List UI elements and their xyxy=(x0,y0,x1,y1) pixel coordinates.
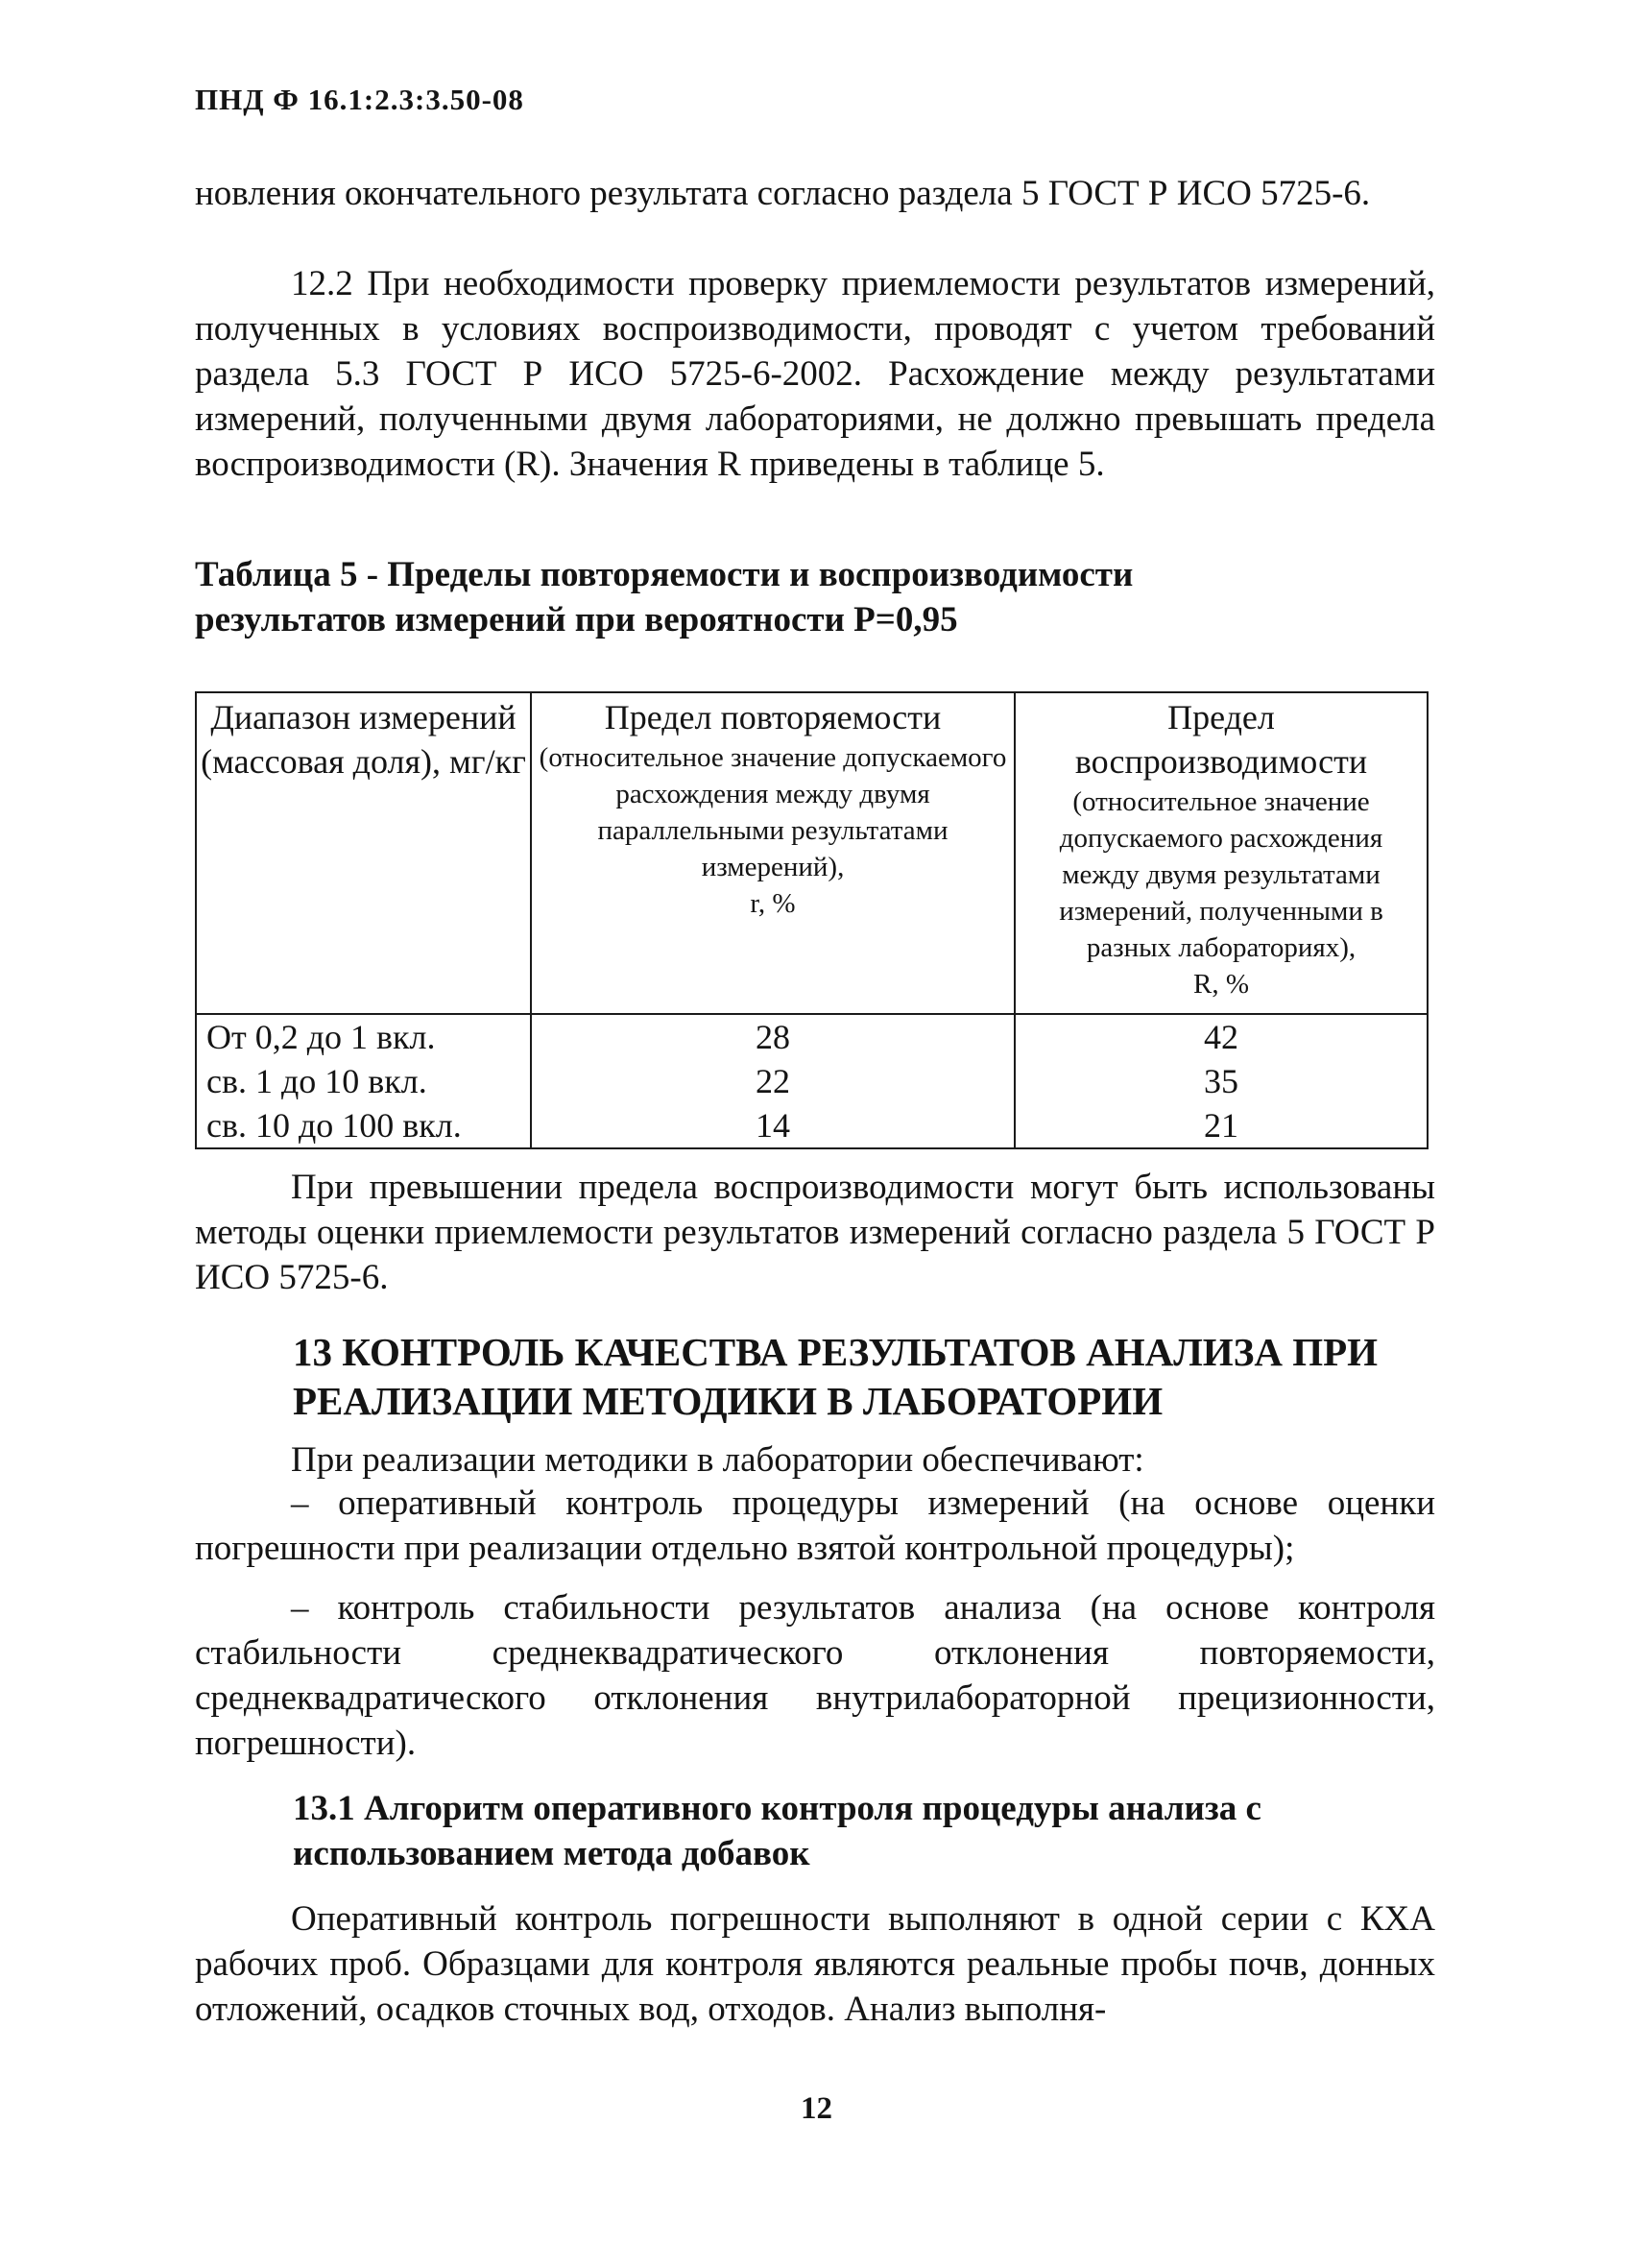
table-row xyxy=(196,1014,1428,1059)
cell-R: 21 xyxy=(1015,1103,1428,1148)
header-range-label: Диапазон измерений (массовая доля), мг/кг xyxy=(201,698,526,781)
header-repeatability-symbol: r, % xyxy=(750,888,796,919)
cell-R: 35 xyxy=(1015,1059,1428,1103)
list-item-operational-control: – оперативный контроль процедуры измерений (на основе оценки погрешности при реализации отдельно взятой контрольной процедуры); xyxy=(195,1484,1435,1568)
section-13-title: 13 КОНТРОЛЬ КАЧЕСТВА РЕЗУЛЬТАТОВ АНАЛИЗА ПРИ РЕАЛИЗАЦИИ МЕТОДИКИ В ЛАБОРАТОРИИ xyxy=(293,1330,1379,1423)
cell-r: 28 xyxy=(531,1014,1015,1059)
header-repeatability-title: Предел повторяемости xyxy=(604,698,942,736)
header-range xyxy=(196,692,531,1014)
cell-range: св. 10 до 100 вкл. xyxy=(196,1103,531,1148)
header-repeatability xyxy=(531,692,1015,1014)
cell-R: 42 xyxy=(1015,1014,1428,1059)
table-caption: Таблица 5 - Пределы повторяемости и воспроизводимости результатов измерений при вероятности P=0,95 xyxy=(195,555,1134,639)
paragraph-operational-error-control: Оперативный контроль погрешности выполняют в одной серии с КХА рабочих проб. Образцами для контроля являются реальные пробы почв, донных отложений, осадков сточных вод, отходов. Анализ выполня- xyxy=(195,1899,1435,2029)
cell-r: 22 xyxy=(531,1059,1015,1103)
table-row xyxy=(196,1059,1428,1103)
header-reproducibility-symbol: R, % xyxy=(1193,969,1249,1000)
header-reproducibility-note: (относительное значение допускаемого расхождения между двумя результатами измерений, полученными в разных лабораториях), xyxy=(1059,786,1383,963)
list-item-stability-control: – контроль стабильности результатов анализа (на основе контроля стабильности среднеквадратического отклонения повторяемости, среднеквадратического отклонения внутрилабораторной прецизионности, погрешности). xyxy=(195,1588,1435,1763)
limits-table xyxy=(195,691,1429,1149)
header-reproducibility xyxy=(1015,692,1428,1014)
paragraph-continuation: новления окончательного результата согласно раздела 5 ГОСТ Р ИСО 5725-6. xyxy=(195,174,1371,213)
paragraph-reproducibility-exceeded: При превышении предела воспроизводимости могут быть использованы методы оценки приемлемости результатов измерений согласно раздела 5 ГОСТ Р ИСО 5725-6. xyxy=(195,1168,1435,1297)
cell-range: св. 1 до 10 вкл. xyxy=(196,1059,531,1103)
cell-r: 14 xyxy=(531,1103,1015,1148)
table-row xyxy=(196,1103,1428,1148)
section-13-1-title: 13.1 Алгоритм оперативного контроля процедуры анализа с использованием метода добавок xyxy=(293,1789,1261,1873)
paragraph-lab-provides: При реализации методики в лаборатории обеспечивают: xyxy=(291,1440,1144,1480)
cell-range: От 0,2 до 1 вкл. xyxy=(196,1014,531,1059)
page-number: 12 xyxy=(801,2091,832,2126)
document-code-header: ПНД Ф 16.1:2.3:3.50-08 xyxy=(195,83,524,116)
paragraph-12-2: 12.2 При необходимости проверку приемлемости результатов измерений, полученных в условиях воспроизводимости, проводят с учетом требований раздела 5.3 ГОСТ Р ИСО 5725-6-2002. Расхождение между результатами измерений, полученными двумя лабораториями, не должно превышать предела воспроизводимости (R). Значения R приведены в таблице 5. xyxy=(195,264,1435,484)
header-repeatability-note: (относительное значение допускаемого расхождения между двумя параллельными результатами измерений), xyxy=(539,742,1007,882)
table-header-row xyxy=(196,692,1428,1014)
header-reproducibility-title: Предел воспроизводимости xyxy=(1074,698,1368,781)
